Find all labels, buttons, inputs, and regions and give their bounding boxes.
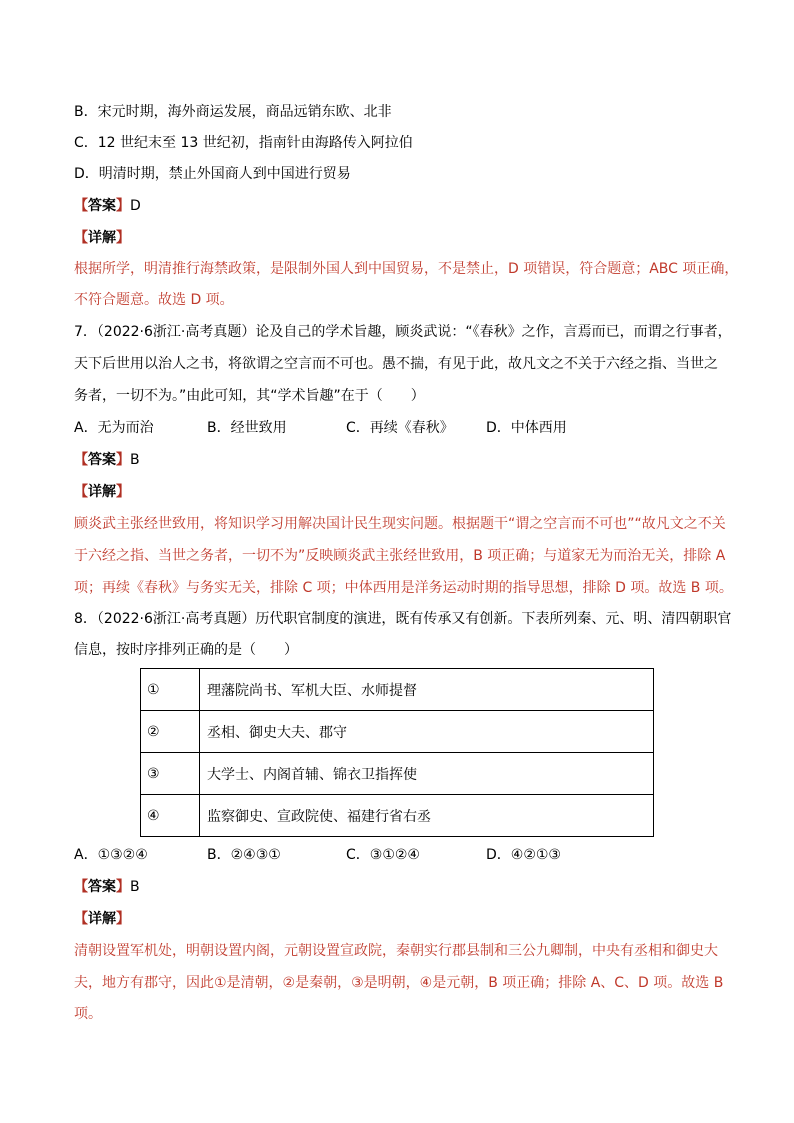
row-officials: 理藩院尚书、军机大臣、水师提督 [200,669,654,711]
q6-detail-line: 根据所学，明清推行海禁政策，是限制外国人到中国贸易，不是禁止，D 项错误，符合题意；ABC 项正确， [74,261,739,277]
q7-option-a: A．无为而治 [74,420,154,436]
q8-detail-heading [74,909,130,929]
row-number: ④ [141,795,200,837]
q7-detail-heading [74,482,130,502]
bracket-left: 【 [74,198,88,214]
bracket-left: 【 [74,484,88,500]
q7-option-b: B．经世致用 [207,420,287,436]
table-row [141,753,654,795]
answer-label: 答案 [88,452,116,468]
answer-label: 答案 [88,879,116,895]
bracket-right: 】 [116,879,130,895]
row-number: ① [141,669,200,711]
bracket-left: 【 [74,230,88,246]
bracket-right: 】 [116,198,130,214]
q8-option-a: A．①③②④ [74,847,148,863]
q8-detail-line: 清朝设置军机处，明朝设置内阁，元朝设置宣政院，秦朝实行郡县制和三公九卿制，中央有丞相和御史大 [74,943,718,959]
bracket-right: 】 [116,484,130,500]
q7-stem-line: 务者，一切不为。”由此可知，其“学术旨趣”在于（ ） [74,388,425,404]
q8-stem-line: 8．（2022·6浙江·高考真题）历代职官制度的演进，既有传承又有创新。下表所列秦、元、明、清四朝职官 [74,611,732,627]
officials-table [140,668,654,837]
q7-stem-line: 天下后世用以治人之书，将欲谓之空言而不可也。愚不揣，有见于此，故凡文之不关于六经之指、当世之 [74,356,718,372]
q6-option-b: B．宋元时期，海外商运发展，商品远销东欧、北非 [74,104,392,120]
row-number: ③ [141,753,200,795]
row-officials: 丞相、御史大夫、郡守 [200,711,654,753]
q6-option-c: C．12 世纪末至 13 世纪初，指南针由海路传入阿拉伯 [74,135,413,151]
row-officials: 大学士、内阁首辅、锦衣卫指挥使 [200,753,654,795]
detail-label: 详解 [88,911,116,927]
bracket-left: 【 [74,452,88,468]
answer-label: 答案 [88,198,116,214]
bracket-right: 】 [116,911,130,927]
q8-detail-line: 项。 [74,1006,102,1022]
q6-detail-heading [74,228,130,248]
q8-answer [74,877,140,897]
q7-option-c: C．再续《春秋》 [346,420,454,436]
q7-option-d: D．中体西用 [486,420,567,436]
answer-value: B [130,452,140,468]
q8-option-d: D．④②①③ [486,847,561,863]
bracket-left: 【 [74,911,88,927]
q7-answer [74,450,140,470]
q6-detail-line: 不符合题意。故选 D 项。 [74,292,234,308]
detail-label: 详解 [88,230,116,246]
q7-stem-line: 7．（2022·6浙江·高考真题）论及自己的学术旨趣，顾炎武说：“《春秋》之作，言焉而已，而谓之行事者， [74,324,732,340]
q6-option-d: D．明清时期，禁止外国商人到中国进行贸易 [74,166,351,182]
q8-option-b: B．②④③① [207,847,281,863]
q8-stem-line: 信息，按时序排列正确的是（ ） [74,642,298,658]
q8-detail-line: 夫，地方有郡守，因此①是清朝，②是秦朝，③是明朝，④是元朝，B 项正确；排除 A、C、D 项。故选 B [74,975,724,991]
answer-value: B [130,879,140,895]
table-row [141,711,654,753]
q7-detail-line: 顾炎武主张经世致用，将知识学习用解决国计民生现实问题。根据题干“谓之空言而不可也”“故凡文之不关 [74,516,726,532]
table-row [141,795,654,837]
q7-detail-line: 于六经之指、当世之务者，一切不为”反映顾炎武主张经世致用，B 项正确；与道家无为而治无关，排除 A [74,548,726,564]
row-number: ② [141,711,200,753]
bracket-right: 】 [116,452,130,468]
q6-answer [74,196,141,216]
q7-detail-line: 项；再续《春秋》与务实无关，排除 C 项；中体西用是洋务运动时期的指导思想，排除 D 项。故选 B 项。 [74,580,733,596]
bracket-right: 】 [116,230,130,246]
table-row [141,669,654,711]
answer-value: D [130,198,141,214]
bracket-left: 【 [74,879,88,895]
q8-option-c: C．③①②④ [346,847,420,863]
detail-label: 详解 [88,484,116,500]
row-officials: 监察御史、宣政院使、福建行省右丞 [200,795,654,837]
